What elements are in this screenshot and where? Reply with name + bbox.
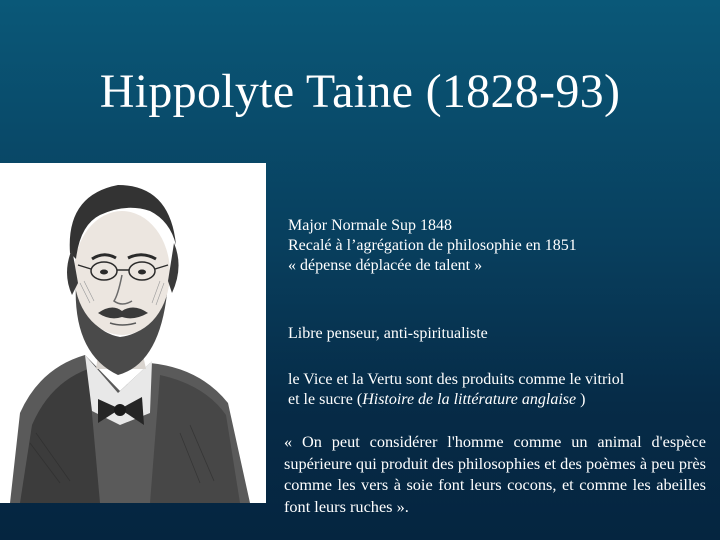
citation-line-1: le Vice et la Vertu sont des produits comme le vitriol [288, 371, 625, 388]
slide-title: Hippolyte Taine (1828-93) [99, 65, 621, 118]
portrait-engraving [0, 163, 266, 503]
taine-quote: « On peut considérer l'homme comme un animal d'espèce supérieure qui produit des philosophies et des poèmes à peu près comme les vers à soie font leurs cocons, et comme les abeilles font leurs ruches ». [284, 432, 706, 516]
citation-line-2 [288, 390, 624, 410]
citation-block [288, 370, 624, 410]
biography-line-verdict: « dépense déplacée de talent » [288, 257, 483, 274]
portrait-image [0, 163, 266, 503]
biography-block [288, 216, 577, 276]
biography-line-agregation: Recalé à l’agrégation de philosophie en 1851 [288, 237, 577, 254]
biography-line-education: Major Normale Sup 1848 [288, 217, 452, 234]
citation-prefix: et le sucre ( [288, 391, 363, 408]
citation-book-title: Histoire de la littérature anglaise [362, 391, 577, 408]
biography-stance: Libre penseur, anti-spiritualiste [288, 325, 488, 342]
citation-suffix: ) [576, 391, 586, 408]
